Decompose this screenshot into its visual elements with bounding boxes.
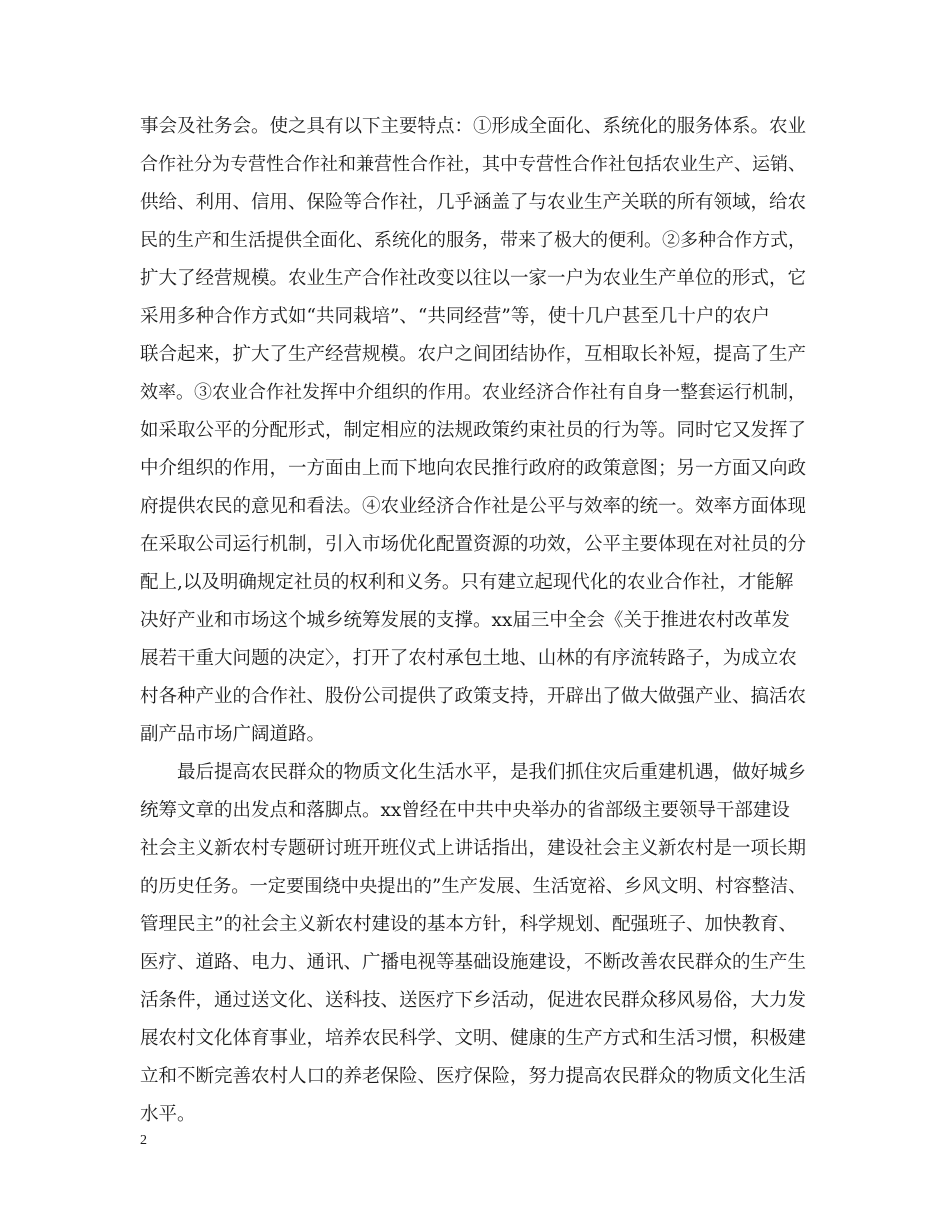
text-line: 的历史任务。一定要围绕中央提出的”生产发展、生活宽裕、乡风文明、村容整洁、: [140, 876, 807, 897]
text-line: 决好产业和市场这个城乡统筹发展的支撑。xx届三中全会《关于推进农村改革发: [140, 610, 790, 631]
text-line: 事会及社务会。使之具有以下主要特点：①形成全面化、系统化的服务体系。农业: [140, 116, 807, 137]
page-number: 2: [140, 1133, 147, 1148]
text-line: 配上,以及明确规定社员的权利和义务。只有建立起现代化的农业合作社，才能解: [140, 572, 794, 593]
text-line: 副产品市场广阔道路。: [140, 724, 326, 745]
text-line: 村各种产业的合作社、股份公司提供了政策支持，开辟出了做大做强产业、搞活农: [140, 686, 807, 707]
text-line: 采用多种合作方式如“共同栽培”、“共同经营”等，使十几户甚至几十户的农户: [140, 306, 770, 327]
text-line: 医疗、道路、电力、通讯、广播电视等基础设施建设，不断改善农民群众的生产生: [140, 952, 807, 973]
text-line: 展若干重大问题的决定〉，打开了农村承包土地、山林的有序流转路子，为成立农: [140, 648, 797, 669]
text-line: 统筹文章的出发点和落脚点。xx曾经在中共中央举办的省部级主要领导干部建设: [140, 800, 790, 821]
text-line: 效率。③农业合作社发挥中介组织的作用。农业经济合作社有自身一整套运行机制，: [140, 382, 806, 403]
text-line: 管理民主”的社会主义新农村建设的基本方针，科学规划、配强班子、加快教育、: [140, 914, 797, 935]
text-line: 水平。: [140, 1104, 196, 1125]
text-line: 最后提高农民群众的物质文化生活水平，是我们抓住灾后重建机遇，做好城乡: [177, 762, 807, 783]
text-line: 立和不断完善农村人口的养老保险、医疗保险，努力提高农民群众的物质文化生活: [140, 1066, 807, 1087]
text-line: 合作社分为专营性合作社和兼营性合作社，其中专营性合作社包括农业生产、运销、: [140, 154, 806, 175]
text-line: 社会主义新农村专题研讨班开班仪式上讲话指出，建设社会主义新农村是一项长期: [140, 838, 807, 859]
text-line: 如采取公平的分配形式，制定相应的法规政策约束社员的行为等。同时它又发挥了: [140, 420, 807, 441]
text-line: 中介组织的作用，一方面由上而下地向农民推行政府的政策意图；另一方面又向政: [140, 458, 807, 479]
text-line: 联合起来，扩大了生产经营规模。农户之间团结协作，互相取长补短，提高了生产: [140, 344, 807, 365]
text-line: 扩大了经营规模。农业生产合作社改变以往以一家一户为农业生产单位的形式，它: [140, 268, 807, 289]
text-line: 府提供农民的意见和看法。④农业经济合作社是公平与效率的统一。效率方面体现: [140, 496, 807, 517]
text-line: 民的生产和生活提供全面化、系统化的服务，带来了极大的便利。②多种合作方式，: [140, 230, 806, 251]
text-line: 在采取公司运行机制，引入市场优化配置资源的功效，公平主要体现在对社员的分: [140, 534, 807, 555]
text-line: 活条件，通过送文化、送科技、送医疗下乡活动，促进农民群众移风易俗，大力发: [140, 990, 807, 1011]
text-line: 展农村文化体育事业，培养农民科学、文明、健康的生产方式和生活习惯，积极建: [140, 1028, 807, 1049]
text-line: 供给、利用、信用、保险等合作社，几乎涵盖了与农业生产关联的所有领域，给农: [140, 192, 807, 213]
